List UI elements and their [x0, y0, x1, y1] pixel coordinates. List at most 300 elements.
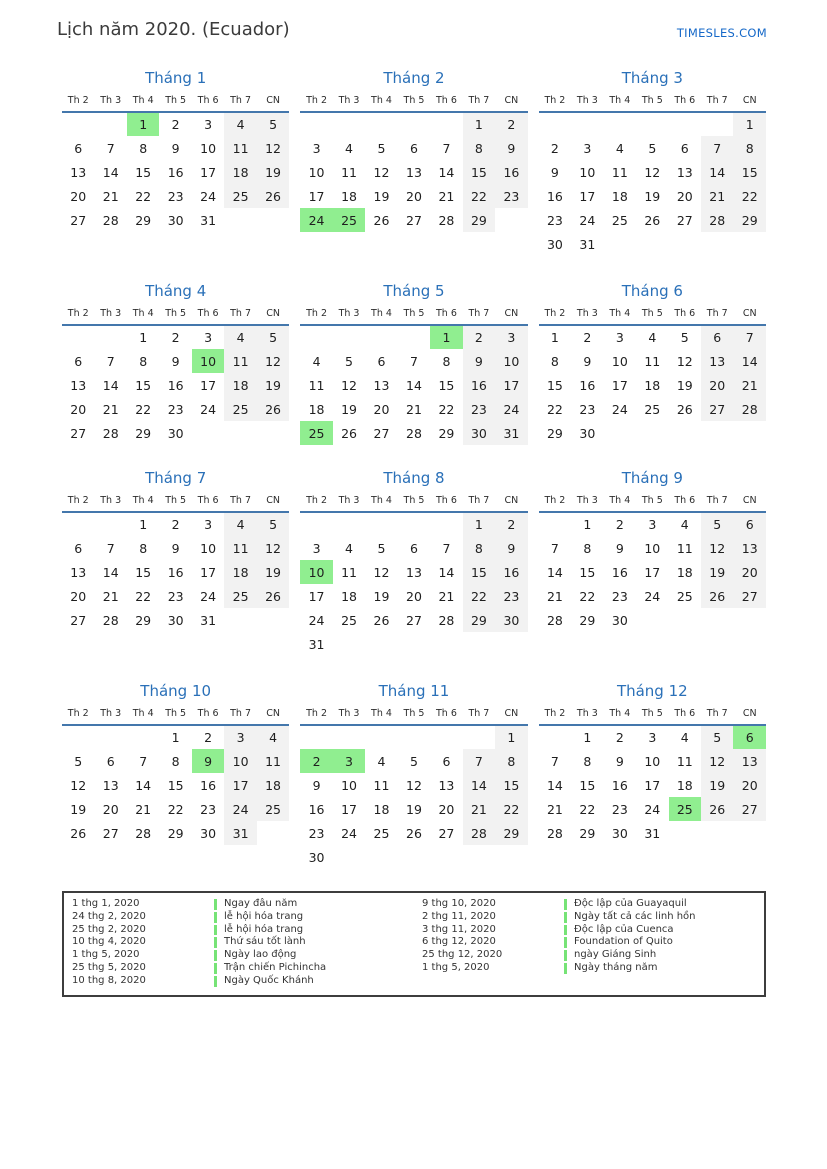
holiday-day-cell: 25 [333, 208, 365, 232]
legend-holiday-name: Ngày tất cả các linh hồn [574, 910, 696, 922]
day-cell: 2 [171, 330, 180, 345]
weekday-header: Th 3 [94, 305, 126, 325]
day-cell: 6 [409, 540, 418, 556]
week-row [300, 584, 527, 608]
day-cell: 16 [611, 564, 628, 580]
day-cell: 3 [312, 540, 321, 556]
day-cell: 26 [676, 401, 693, 417]
day-cell: 23 [167, 188, 184, 204]
holiday-marker-bar [214, 925, 217, 936]
empty-cell [398, 632, 430, 656]
month-3 [539, 69, 766, 256]
month-5 [300, 282, 527, 445]
day-cell: 19 [644, 188, 661, 204]
day-cell: 12 [373, 564, 390, 580]
day-cell: 1 [495, 725, 528, 749]
month-title[interactable]: Tháng 10 [140, 682, 212, 700]
empty-cell [333, 512, 365, 536]
day-cell: 14 [102, 377, 119, 393]
day-cell: 10 [611, 353, 628, 369]
legend-holiday-name: Foundation of Quito [574, 936, 673, 948]
day-cell: 2 [463, 325, 495, 349]
day-cell: 3 [648, 517, 657, 532]
legend-date: 1 thg 1, 2020 [72, 898, 140, 909]
weekday-header: Th 5 [636, 305, 668, 325]
day-cell: 27 [406, 212, 422, 228]
day-cell: 29 [579, 825, 596, 841]
month-table [300, 705, 527, 869]
day-cell: 13 [406, 564, 422, 580]
day-cell: 10 [308, 164, 325, 180]
weekday-header: Th 6 [669, 305, 701, 325]
day-cell: 20 [701, 373, 733, 397]
holiday-day-cell: 9 [192, 749, 224, 773]
weekday-header: Th 4 [604, 705, 636, 725]
day-cell: 12 [257, 349, 290, 373]
day-cell: 29 [438, 425, 455, 441]
month-table [300, 92, 527, 232]
day-cell: 21 [546, 801, 563, 817]
day-cell: 11 [308, 377, 325, 393]
day-cell: 17 [200, 377, 217, 393]
day-cell: 7 [409, 353, 418, 369]
legend-date: 9 thg 10, 2020 [422, 898, 496, 909]
day-cell: 11 [224, 349, 256, 373]
legend-row [414, 924, 764, 937]
day-cell: 18 [644, 377, 661, 393]
weekday-header: Th 3 [571, 705, 603, 725]
day-cell: 21 [733, 373, 766, 397]
day-cell: 24 [495, 397, 528, 421]
day-cell: 13 [70, 164, 87, 180]
day-cell: 24 [579, 212, 596, 228]
holiday-marker-bar [214, 937, 217, 948]
weekday-header: Th 5 [398, 492, 430, 512]
day-cell: 23 [611, 801, 628, 817]
month-table [300, 305, 527, 445]
day-cell: 3 [204, 330, 213, 345]
legend-row [64, 898, 414, 911]
week-row [539, 160, 766, 184]
empty-cell [636, 608, 668, 632]
day-cell: 5 [701, 512, 733, 536]
day-cell: 6 [733, 512, 766, 536]
day-cell: 26 [373, 212, 390, 228]
holiday-day-cell: 25 [669, 797, 701, 821]
day-cell: 18 [341, 188, 357, 204]
day-cell: 16 [167, 564, 184, 580]
empty-cell [495, 845, 528, 869]
day-cell: 28 [135, 825, 152, 841]
day-cell: 13 [438, 777, 455, 793]
weekday-header: Th 2 [62, 305, 94, 325]
day-cell: 20 [406, 588, 422, 604]
day-cell: 12 [644, 164, 661, 180]
weekday-header: Th 5 [636, 92, 668, 112]
empty-cell [398, 845, 430, 869]
day-cell: 27 [373, 425, 390, 441]
week-row [62, 397, 289, 421]
day-cell: 22 [495, 797, 528, 821]
day-cell: 27 [733, 797, 766, 821]
month-title[interactable]: Tháng 6 [621, 282, 683, 300]
legend-date: 25 thg 12, 2020 [422, 949, 503, 961]
day-cell: 24 [341, 825, 357, 841]
day-cell: 18 [373, 801, 390, 817]
day-cell: 21 [438, 188, 455, 204]
weekday-header: CN [257, 705, 290, 725]
day-cell: 26 [257, 397, 290, 421]
empty-cell [430, 112, 462, 136]
day-cell: 6 [74, 353, 83, 369]
day-cell: 25 [644, 401, 661, 417]
day-cell: 8 [495, 749, 528, 773]
day-cell: 10 [644, 540, 661, 556]
weekday-header: Th 7 [463, 492, 495, 512]
legend-row [414, 962, 764, 975]
month-1 [62, 69, 289, 232]
weekday-header: CN [733, 705, 766, 725]
holiday-marker-bar [214, 950, 217, 961]
weekday-header: Th 2 [300, 492, 332, 512]
month-title[interactable]: Tháng 2 [383, 69, 445, 87]
week-row [300, 773, 527, 797]
day-cell: 26 [257, 184, 290, 208]
day-cell: 12 [701, 749, 733, 773]
day-cell: 2 [495, 512, 528, 536]
day-cell: 28 [102, 425, 119, 441]
day-cell: 23 [200, 801, 217, 817]
day-cell: 31 [579, 236, 596, 252]
week-row [539, 184, 766, 208]
day-cell: 24 [200, 588, 217, 604]
day-cell: 5 [409, 753, 418, 769]
day-cell: 9 [615, 753, 624, 769]
day-cell: 22 [463, 584, 495, 608]
day-cell: 22 [463, 184, 495, 208]
week-row [300, 397, 527, 421]
week-row [62, 136, 289, 160]
day-cell: 15 [495, 773, 528, 797]
day-cell: 21 [102, 401, 119, 417]
week-row [300, 821, 527, 845]
day-cell: 20 [438, 801, 455, 817]
week-row [62, 112, 289, 136]
month-2 [300, 69, 527, 232]
day-cell: 19 [373, 188, 390, 204]
day-cell: 17 [200, 164, 217, 180]
legend-holiday-name: Ngay đâu năm [224, 898, 298, 909]
weekday-header: Th 4 [365, 92, 397, 112]
day-cell: 7 [106, 140, 115, 156]
month-11 [300, 682, 527, 869]
day-cell: 13 [102, 777, 119, 793]
empty-cell [224, 208, 256, 232]
month-title[interactable]: Tháng 7 [145, 469, 207, 487]
weekday-header: Th 7 [224, 492, 256, 512]
weekday-header: Th 2 [300, 305, 332, 325]
day-cell: 6 [442, 753, 451, 769]
holiday-day-cell: 3 [333, 749, 365, 773]
day-cell: 9 [550, 164, 559, 180]
day-cell: 25 [373, 825, 390, 841]
day-cell: 24 [644, 588, 661, 604]
month-title[interactable]: Tháng 3 [621, 69, 683, 87]
week-row [300, 608, 527, 632]
day-cell: 25 [341, 612, 357, 628]
day-cell: 25 [224, 184, 256, 208]
day-cell: 6 [680, 140, 689, 156]
day-cell: 14 [546, 564, 563, 580]
week-row [300, 160, 527, 184]
month-title[interactable]: Tháng 4 [145, 282, 207, 300]
day-cell: 17 [644, 564, 661, 580]
day-cell: 20 [373, 401, 390, 417]
day-cell: 1 [733, 112, 766, 136]
day-cell: 11 [373, 777, 390, 793]
legend-date: 1 thg 5, 2020 [422, 961, 490, 973]
day-cell: 1 [139, 517, 148, 532]
day-cell: 3 [312, 140, 321, 156]
day-cell: 31 [224, 821, 256, 845]
day-cell: 9 [583, 353, 592, 369]
week-row [300, 421, 527, 445]
empty-cell [365, 632, 397, 656]
day-cell: 23 [579, 401, 596, 417]
empty-cell [701, 608, 733, 632]
weekday-header: CN [257, 92, 290, 112]
legend-date: 1 thg 5, 2020 [72, 949, 140, 961]
day-cell: 5 [680, 330, 689, 345]
holiday-day-cell: 24 [300, 208, 332, 232]
month-title[interactable]: Tháng 8 [383, 469, 445, 487]
day-cell: 23 [167, 588, 184, 604]
week-row [300, 632, 527, 656]
month-title[interactable]: Tháng 1 [145, 69, 207, 87]
weekday-header: Th 2 [62, 705, 94, 725]
day-cell: 21 [546, 588, 563, 604]
day-cell: 28 [438, 212, 455, 228]
holiday-day-cell: 10 [192, 349, 224, 373]
day-cell: 5 [257, 112, 290, 136]
day-cell: 16 [167, 164, 184, 180]
week-row [300, 373, 527, 397]
weekday-header: CN [257, 492, 290, 512]
empty-cell [127, 725, 159, 749]
day-cell: 6 [701, 325, 733, 349]
day-cell: 4 [345, 140, 353, 156]
day-cell: 14 [102, 164, 119, 180]
day-cell: 1 [171, 730, 180, 745]
weekday-header: Th 4 [604, 92, 636, 112]
weekday-header: Th 5 [636, 492, 668, 512]
day-cell: 8 [733, 136, 766, 160]
weekday-header: Th 3 [333, 492, 365, 512]
day-cell: 1 [583, 517, 592, 532]
day-cell: 15 [438, 377, 455, 393]
weekday-header: Th 2 [539, 705, 571, 725]
day-cell: 26 [70, 825, 87, 841]
legend-holiday-name: Ngày tháng năm [574, 961, 658, 973]
weekday-header: Th 2 [539, 492, 571, 512]
day-cell: 2 [583, 330, 592, 345]
day-cell: 30 [308, 849, 325, 865]
day-cell: 19 [406, 801, 422, 817]
day-cell: 7 [442, 540, 451, 556]
day-cell: 4 [224, 112, 256, 136]
day-cell: 18 [676, 564, 693, 580]
day-cell: 13 [406, 164, 422, 180]
day-cell: 3 [204, 517, 213, 532]
day-cell: 6 [74, 140, 83, 156]
legend-date: 10 thg 4, 2020 [72, 936, 146, 948]
empty-cell [224, 421, 256, 445]
weekday-header: CN [733, 305, 766, 325]
day-cell: 12 [257, 136, 290, 160]
legend-row [64, 975, 414, 988]
day-cell: 29 [495, 821, 528, 845]
day-cell: 5 [377, 540, 386, 556]
month-title[interactable]: Tháng 5 [383, 282, 445, 300]
month-title[interactable]: Tháng 12 [616, 682, 688, 700]
week-row [62, 184, 289, 208]
day-cell: 2 [171, 117, 180, 132]
holiday-day-cell: 25 [300, 421, 332, 445]
day-cell: 24 [308, 612, 325, 628]
day-cell: 2 [550, 140, 559, 156]
month-title[interactable]: Tháng 11 [378, 682, 450, 700]
day-cell: 14 [463, 773, 495, 797]
week-row [300, 184, 527, 208]
weekday-header: Th 2 [300, 92, 332, 112]
day-cell: 8 [442, 353, 451, 369]
day-cell: 3 [583, 140, 592, 156]
day-cell: 3 [224, 725, 256, 749]
day-cell: 17 [224, 773, 256, 797]
week-row [62, 208, 289, 232]
page-title: Lịch năm 2020. (Ecuador) [57, 19, 290, 40]
day-cell: 18 [676, 777, 693, 793]
day-cell: 28 [733, 397, 766, 421]
weekday-header: Th 5 [636, 705, 668, 725]
empty-cell [430, 632, 462, 656]
day-cell: 8 [463, 536, 495, 560]
empty-cell [669, 608, 701, 632]
holiday-marker-bar [214, 976, 217, 987]
weekday-header: CN [495, 92, 528, 112]
weekday-header: Th 3 [94, 705, 126, 725]
day-cell: 30 [167, 212, 184, 228]
holiday-day-cell: 10 [300, 560, 332, 584]
day-cell: 10 [341, 777, 357, 793]
day-cell: 8 [583, 753, 592, 769]
day-cell: 17 [644, 777, 661, 793]
empty-cell [604, 112, 636, 136]
page-header [0, 0, 827, 40]
empty-cell [333, 112, 365, 136]
day-cell: 13 [676, 164, 693, 180]
weekday-header: Th 5 [159, 492, 191, 512]
day-cell: 22 [579, 588, 596, 604]
day-cell: 17 [308, 188, 325, 204]
empty-cell [430, 512, 462, 536]
day-cell: 22 [135, 188, 152, 204]
day-cell: 24 [644, 801, 661, 817]
legend-date: 2 thg 11, 2020 [422, 910, 496, 922]
day-cell: 9 [615, 540, 624, 556]
weekday-header: Th 7 [701, 305, 733, 325]
legend-row [414, 898, 764, 911]
day-cell: 30 [546, 236, 563, 252]
day-cell: 17 [611, 377, 628, 393]
weekday-header: Th 6 [192, 705, 224, 725]
day-cell: 12 [676, 353, 693, 369]
empty-cell [300, 325, 332, 349]
day-cell: 19 [257, 560, 290, 584]
empty-cell [733, 421, 766, 445]
day-cell: 29 [546, 425, 563, 441]
day-cell: 3 [615, 330, 624, 345]
day-cell: 29 [579, 612, 596, 628]
day-cell: 16 [495, 160, 528, 184]
empty-cell [365, 512, 397, 536]
day-cell: 9 [495, 536, 528, 560]
day-cell: 12 [406, 777, 422, 793]
day-cell: 13 [70, 564, 87, 580]
week-row [300, 349, 527, 373]
month-7 [62, 469, 289, 632]
weekday-header: Th 3 [333, 705, 365, 725]
month-title[interactable]: Tháng 9 [621, 469, 683, 487]
site-link[interactable]: TIMESLES.COM [676, 26, 767, 40]
weekday-header: CN [257, 305, 290, 325]
day-cell: 11 [341, 164, 357, 180]
day-cell: 20 [70, 188, 87, 204]
day-cell: 1 [139, 330, 148, 345]
week-row [62, 373, 289, 397]
legend-holiday-name: lễ hội hóa trang [224, 910, 304, 922]
empty-cell [398, 725, 430, 749]
day-cell: 12 [70, 777, 87, 793]
day-cell: 23 [308, 825, 325, 841]
weekday-header: CN [733, 92, 766, 112]
weekday-header: CN [733, 492, 766, 512]
weekday-header: Th 3 [94, 92, 126, 112]
week-row [300, 136, 527, 160]
day-cell: 5 [345, 353, 353, 369]
day-cell: 5 [257, 325, 290, 349]
legend-holiday-name: lễ hội hóa trang [224, 923, 304, 935]
weekday-header: Th 6 [669, 705, 701, 725]
day-cell: 4 [680, 730, 689, 745]
calendar-grid [62, 69, 766, 869]
empty-cell [94, 325, 126, 349]
day-cell: 8 [583, 540, 592, 556]
day-cell: 27 [70, 212, 87, 228]
day-cell: 17 [341, 801, 357, 817]
holiday-marker-bar [564, 963, 567, 974]
day-cell: 5 [648, 140, 657, 156]
day-cell: 4 [312, 353, 321, 369]
week-row [300, 536, 527, 560]
day-cell: 16 [200, 777, 217, 793]
day-cell: 5 [257, 512, 290, 536]
weekday-header: Th 5 [398, 92, 430, 112]
day-cell: 11 [676, 540, 693, 556]
day-cell: 4 [224, 512, 256, 536]
weekday-header: Th 4 [604, 305, 636, 325]
month-table [62, 92, 289, 232]
